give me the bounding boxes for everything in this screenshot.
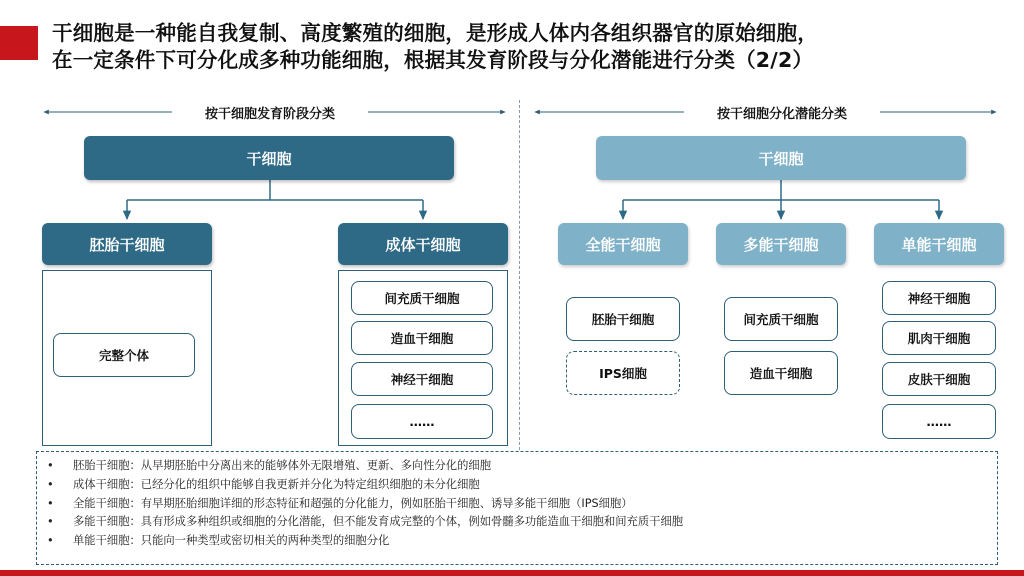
right-branch-unipotent: 单能干细胞 xyxy=(874,223,1004,265)
section-divider xyxy=(519,100,520,450)
node-pluripotent-mesenchymal: 间充质干细胞 xyxy=(724,297,838,341)
definitions-box xyxy=(36,451,998,565)
note-adult: • 成体干细胞：已经分化的组织中能够自我更新并分化为特定组织细胞的未分化细胞 xyxy=(47,476,997,495)
node-unipotent-neural: 神经干细胞 xyxy=(882,281,996,315)
node-adult-more: …… xyxy=(351,404,493,439)
node-totipotent-ips: IPS细胞 xyxy=(566,351,680,395)
right-section-header: 按干细胞分化潜能分类 xyxy=(684,103,880,122)
node-unipotent-muscle: 肌肉干细胞 xyxy=(882,321,996,355)
note-embryonic: • 胚胎干细胞：从早期胚胎中分离出来的能够体外无限增殖、更新、多向性分化的细胞 xyxy=(47,457,997,476)
node-totipotent-embryonic: 胚胎干细胞 xyxy=(566,297,680,341)
page-title-line-2: 在一定条件下可分化成多种功能细胞，根据其发育阶段与分化潜能进行分类（2/2） xyxy=(52,48,814,72)
left-branch-adult: 成体干细胞 xyxy=(338,223,508,265)
node-complete-individual: 完整个体 xyxy=(53,333,195,377)
left-branch-embryonic: 胚胎干细胞 xyxy=(42,223,212,265)
left-root-node: 干细胞 xyxy=(84,136,454,180)
page-title-line-1: 干细胞是一种能自我复制、高度繁殖的细胞，是形成人体内各组织器官的原始细胞， xyxy=(52,21,818,45)
right-branch-totipotent: 全能干细胞 xyxy=(558,223,688,265)
note-unipotent: • 单能干细胞：只能向一种类型或密切相关的两种类型的细胞分化 xyxy=(47,532,997,551)
note-totipotent: • 全能干细胞：有早期胚胎细胞详细的形态特征和超强的分化能力，例如胚胎干细胞、诱导多能干细胞（IPS细胞） xyxy=(47,495,997,514)
note-pluripotent: • 多能干细胞：具有形成多种组织或细胞的分化潜能，但不能发育成完整的个体，例如骨髓多功能造血干细胞和间充质干细胞 xyxy=(47,513,997,532)
footer-accent-bar xyxy=(0,570,1024,576)
node-pluripotent-hematopoietic: 造血干细胞 xyxy=(724,351,838,395)
node-adult-neural: 神经干细胞 xyxy=(351,362,493,396)
left-section-header: 按干细胞发育阶段分类 xyxy=(172,103,368,122)
right-branch-pluripotent: 多能干细胞 xyxy=(716,223,846,265)
node-unipotent-skin: 皮肤干细胞 xyxy=(882,362,996,396)
node-adult-hematopoietic: 造血干细胞 xyxy=(351,321,493,355)
node-unipotent-more: …… xyxy=(882,404,996,439)
node-adult-mesenchymal: 间充质干细胞 xyxy=(351,281,493,315)
right-root-node: 干细胞 xyxy=(596,136,966,180)
